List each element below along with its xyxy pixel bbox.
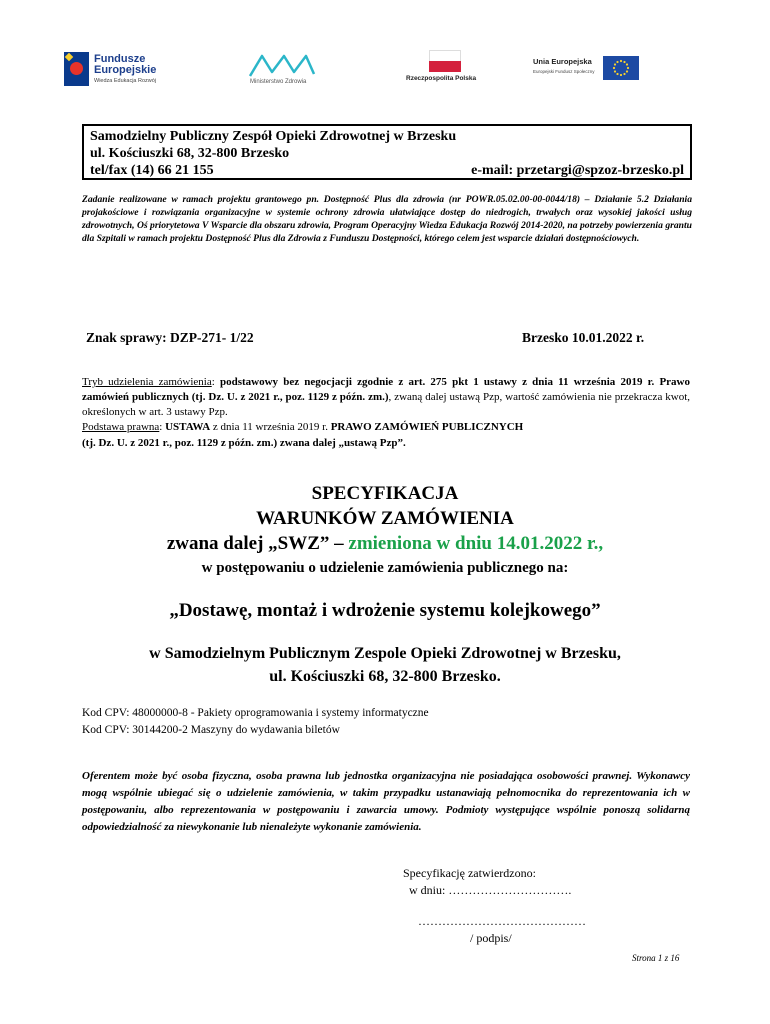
legal-basis: [82, 420, 690, 435]
authority-phone: tel/fax (14) 66 21 155: [90, 163, 214, 178]
legal-basis-bold2: PRAWO ZAMÓWIEŃ PUBLICZNYCH: [330, 421, 524, 433]
eu-flag-icon: [603, 56, 639, 80]
fe-logo-line3: Wiedza Edukacja Rozwój: [94, 78, 157, 84]
project-note: Zadanie realizowane w ramach projektu grantowego pn. Dostępność Plus dla zdrowia (nr POWR.05.02.00-00-0044/18) – Działanie 5.2 Działania projakościowe i rozwiązania organizacyjne w systemie ochrony zdrowia ułatwiające dostęp do niedrogich, trwałych oraz wysokiej jakości usług zdrowotnych, Oś priorytetowa V Wsparcie dla obszaru zdrowia, Program Operacyjny Wiedza Edukacja Rozwój 2014-2020, na potrzeby powierzenia grantu dla Szpitali w ramach projektu Dostępność Plus dla Zdrowia z Funduszu Dostępności, którego celem jest wsparcie działań dostępnościowych.: [82, 194, 692, 244]
procedure-mode-label: Tryb udzielenia zamówienia: [82, 376, 212, 388]
rp-caption: Rzeczpospolita Polska: [406, 75, 477, 82]
legal-basis-mid: z dnia 11 września 2019 r.: [210, 421, 331, 433]
pl-flag-red-icon: [429, 61, 461, 72]
mz-caption: Ministerstwo Zdrowia: [250, 79, 307, 85]
ministerstwo-zdrowia-logo: [244, 50, 320, 90]
procedure-mode-bold: podstawowy bez negocjacji zgodnie z art. 275 pkt 1 ustawy z dnia 11 września 2019 r. Prawo zamówień publicznych (tj. Dz. U. z 2021 r., poz. 1129 z późn. zm.): [82, 376, 690, 403]
place-line2: ul. Kościuszki 68, 32-800 Brzesko.: [269, 668, 501, 685]
fe-logo-line2: Europejskie: [94, 64, 157, 76]
signature-label: / podpis/: [470, 931, 512, 945]
eu-caption-line1: Unia Europejska: [533, 57, 592, 66]
approval-date: w dniu: ………………………….: [409, 883, 572, 897]
title-line3-prefix: zwana dalej „SWZ” –: [166, 533, 349, 554]
approval-line1: Specyfikację zatwierdzono:: [403, 866, 536, 880]
signature-dots: ……………………………………: [418, 914, 586, 928]
mz-wave-icon: [248, 52, 316, 78]
procedure-mode: [82, 375, 690, 420]
legal-basis-bold1: USTAWA: [165, 421, 211, 433]
amendment-date: zmieniona w dniu 14.01.2022 r.,: [348, 533, 604, 554]
offeror-note: Oferentem może być osoba fizyczna, osoba prawna lub jednostka organizacyjna nie posiadająca osobowości prawnej. Wykonawcy mogą wspólnie ubiegać się o udzielenie zamówienia, w takim przypadku ustanawiają pełnomocnika do reprezentowania ich w postępowaniu, albo reprezentowania w postępowaniu i zawarcia umowy. Podmioty występujące wspólnie ponoszą solidarną odpowiedzialność za niewykonanie lub nienależyte wykonanie zamówienia.: [82, 770, 690, 833]
place-date: Brzesko 10.01.2022 r.: [522, 330, 645, 345]
fe-flag-icon: [64, 52, 89, 86]
title-line3: [0, 533, 770, 555]
procedure-mode-rest: , zwaną dalej ustawą Pzp, wartość zamówienia nie przekracza kwot, określonych w art. 3 ustawy Pzp.: [82, 391, 690, 418]
place-line1: w Samodzielnym Publicznym Zespole Opieki Zdrowotnej w Brzesku,: [149, 645, 621, 662]
legal-basis-colon: :: [159, 421, 166, 433]
title-line1: SPECYFIKACJA: [311, 483, 459, 504]
procedure-mode-colon: :: [211, 376, 220, 388]
authority-email: e-mail: przetargi@spzoz-brzesko.pl: [471, 163, 684, 178]
page-number: Strona 1 z 16: [632, 953, 680, 963]
unia-europejska-logo: [533, 52, 643, 86]
title-line4: w postępowaniu o udzielenie zamówienia publicznego na:: [201, 560, 569, 576]
fe-logo-line1: Fundusze: [94, 53, 146, 65]
authority-address: ul. Kościuszki 68, 32-800 Brzesko: [90, 146, 290, 161]
title-line2: WARUNKÓW ZAMÓWIENIA: [256, 508, 514, 529]
eu-caption-line2: Europejski Fundusz Społeczny: [533, 69, 595, 74]
legal-basis-line2: (tj. Dz. U. z 2021 r., poz. 1129 z późn. zm.) zwana dalej „ustawą Pzp”.: [82, 437, 406, 449]
contracting-authority-box: [82, 124, 692, 180]
rzeczpospolita-polska-logo: [402, 48, 486, 88]
cpv-line2: Kod CPV: 30144200-2 Maszyny do wydawania biletów: [82, 724, 340, 736]
case-sign: Znak sprawy: DZP-271- 1/22: [86, 330, 254, 345]
legal-basis-label: Podstawa prawna: [82, 421, 160, 433]
authority-name: Samodzielny Publiczny Zespół Opieki Zdrowotnej w Brzesku: [90, 129, 457, 144]
contract-subject: „Dostawę, montaż i wdrożenie systemu kolejkowego”: [169, 600, 601, 621]
pl-flag-white-icon: [429, 50, 461, 61]
cpv-line1: Kod CPV: 48000000-8 - Pakiety oprogramowania i systemy informatyczne: [82, 707, 429, 719]
fundusze-europejskie-logo: [64, 50, 184, 90]
